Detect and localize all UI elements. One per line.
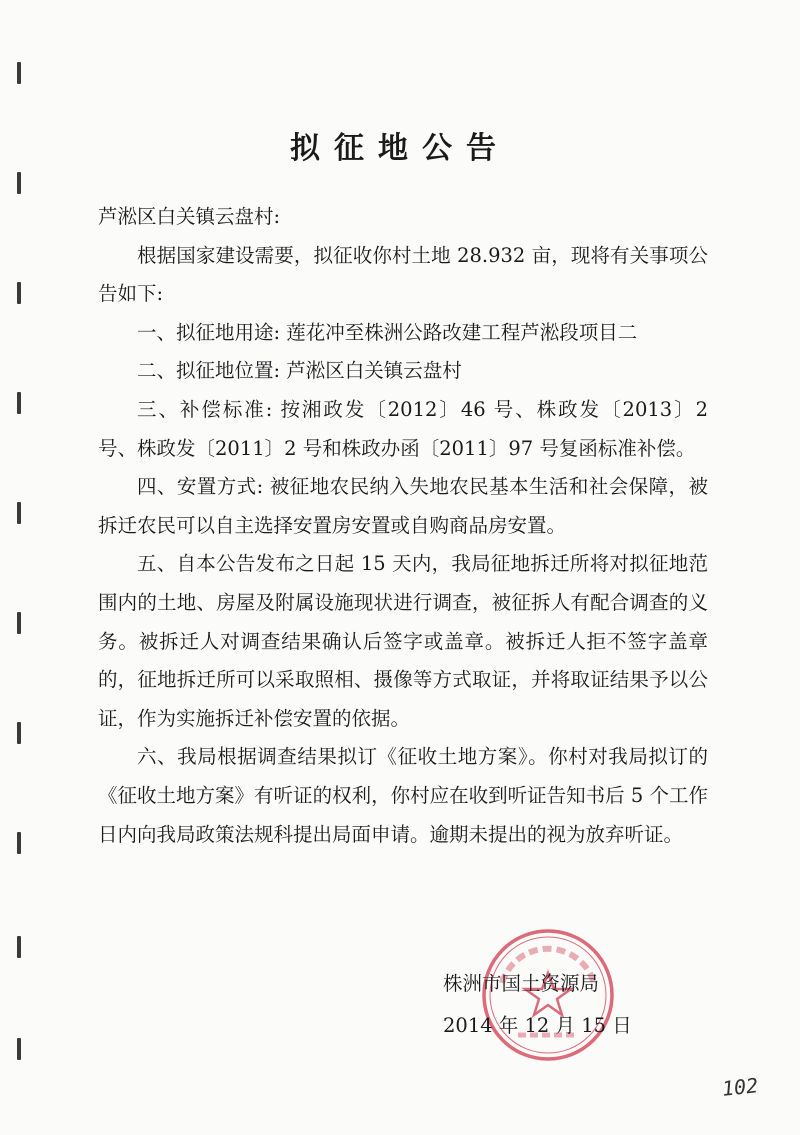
paragraph-compensation: 三、补偿标准: 按湘政发〔2012〕46 号、株政发〔2013〕2 号、株政发〔2011〕2 号和株政办函〔2011〕97 号复函标准补偿。 xyxy=(98,397,708,460)
binding-mark xyxy=(17,1038,21,1060)
signature-organization: 株洲市国土资源局 xyxy=(443,972,600,995)
document-body xyxy=(98,198,708,854)
signature-date: 2014 年 12 月 15 日 xyxy=(443,1014,632,1037)
binding-mark xyxy=(17,832,21,854)
paragraph-land-use: 一、拟征地用途: 莲花冲至株洲公路改建工程芦淞段项目二 xyxy=(137,320,638,344)
binding-mark xyxy=(17,172,21,194)
binding-mark xyxy=(17,62,21,84)
paragraph-resettlement: 四、安置方式: 被征地农民纳入失地农民基本生活和社会保障，被拆迁农民可以自主选择安置房安置或自购商品房安置。 xyxy=(98,475,708,537)
paragraph-land-location: 二、拟征地位置: 芦淞区白关镇云盘村 xyxy=(137,359,462,383)
handwritten-page-number: 102 xyxy=(720,1073,760,1101)
salutation: 芦淞区白关镇云盘村: xyxy=(98,205,281,228)
binding-mark xyxy=(17,392,21,414)
document-title: 拟征地公告 xyxy=(290,131,510,166)
binding-mark xyxy=(17,722,21,744)
paragraph-survey: 五、自本公告发布之日起 15 天内，我局征地拆迁所将对拟征地范围内的土地、房屋及附属设施现状进行调查，被征拆人有配合调查的义务。被拆迁人对调查结果确认后签字或盖章。被拆迁人拒不签字盖章的，征地拆迁所可以采取照相、摄像等方式取证，并将取证结果予以公证，作为实施拆迁补偿安置的依据。 xyxy=(98,552,708,730)
binding-mark xyxy=(17,612,21,634)
binding-mark xyxy=(17,282,21,304)
binding-mark xyxy=(17,502,21,524)
paragraph-intro: 根据国家建设需要，拟征收你村土地 28.932 亩，现将有关事项公告如下: xyxy=(98,243,708,306)
binding-mark xyxy=(17,936,21,958)
paragraph-hearing: 六、我局根据调查结果拟订《征收土地方案》。你村对我局拟订的《征收土地方案》有听证的权利，你村应在收到听证告知书后 5 个工作日内向我局政策法规科提出局面申请。逾期未提出的视为放弃听证。 xyxy=(98,745,708,846)
